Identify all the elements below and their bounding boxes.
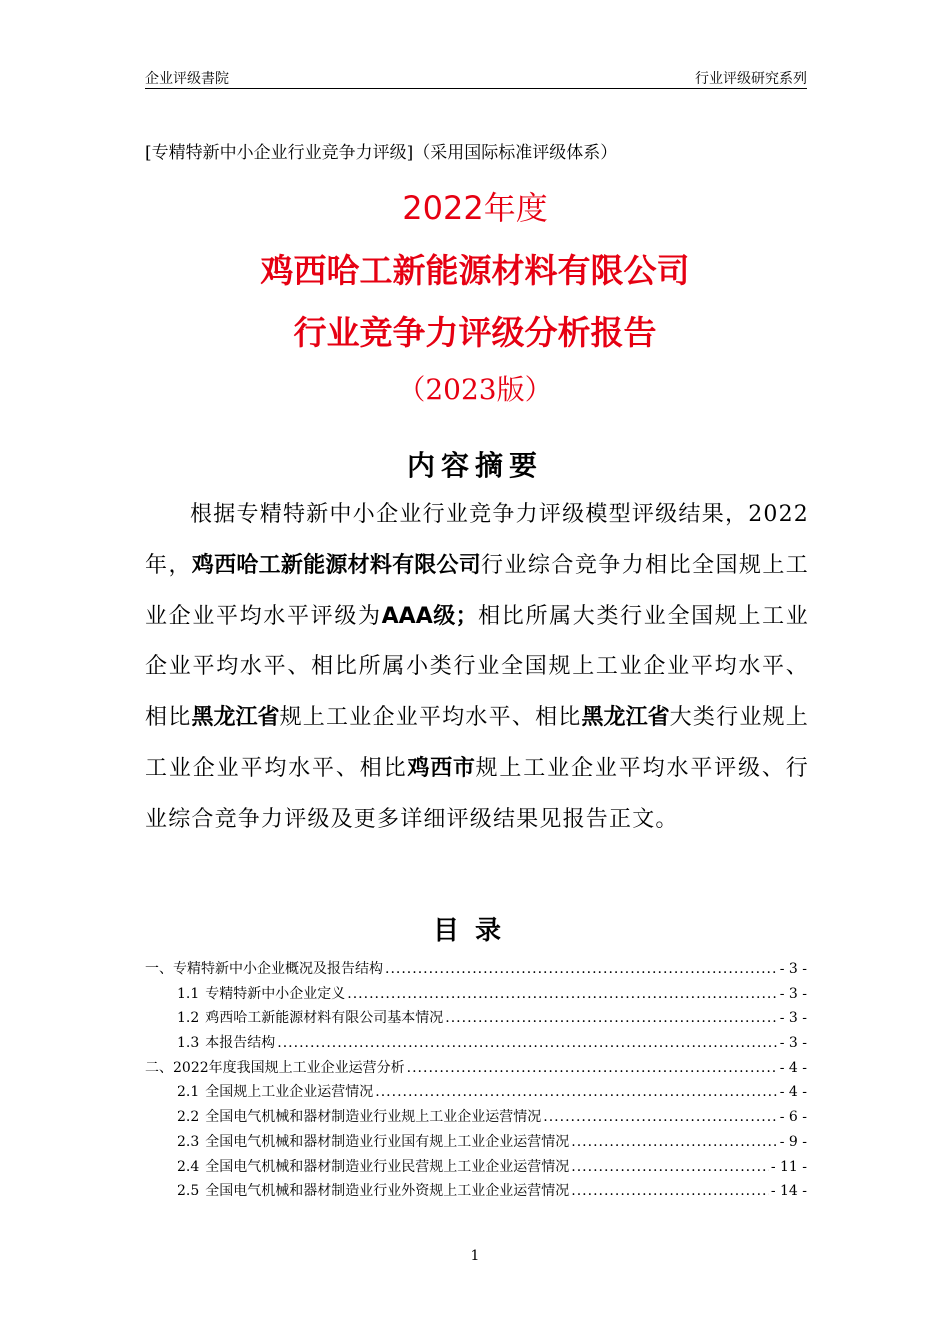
title-report: 行业竞争力评级分析报告 <box>293 313 657 352</box>
toc-entry-number: 1.3 <box>177 1035 200 1052</box>
toc-leader-dots <box>571 1159 769 1175</box>
toc-heading: 目录 <box>432 916 517 946</box>
toc-entry-title: 全国电气机械和器材制造业行业规上工业企业运营情况 <box>205 1109 542 1126</box>
title-edition: （2023版） <box>397 373 553 406</box>
toc-entry-page: - 3 - <box>779 985 807 1002</box>
summary-city: 鸡西市 <box>407 755 476 781</box>
summary-text-5: 大类行业规上工业企业平均水平、相比 <box>145 705 809 781</box>
summary-text-4: 规上工业企业平均水平、相比 <box>279 705 582 731</box>
toc-entry-number: 2.5 <box>177 1183 200 1200</box>
summary-text-1: 根据专精特新中小企业行业竞争力评级模型评级结果，2022年， <box>145 502 809 578</box>
title-company: 鸡西哈工新能源材料有限公司 <box>260 251 690 290</box>
toc-entry-page: - 6 - <box>779 1109 807 1126</box>
toc-leader-dots <box>543 1109 777 1125</box>
toc-entry[interactable] <box>145 1106 807 1131</box>
toc-leader-dots <box>571 1134 777 1150</box>
toc-entry-page: - 4 - <box>779 1084 807 1101</box>
toc-entry-page: - 3 - <box>779 1010 807 1027</box>
summary-text-3: 相比所属大类行业全国规上工业企业平均水平、相比所属小类行业全国规上工业企业平均水平、相比 <box>145 603 809 731</box>
toc-leader-dots <box>445 1010 777 1026</box>
toc-leader-dots <box>347 986 777 1002</box>
toc-entry-number: 2.4 <box>177 1158 200 1175</box>
toc-entry-page: - 11 - <box>770 1158 807 1175</box>
header-right-text: 行业评级研究系列 <box>695 71 807 87</box>
toc-leader-dots <box>277 1035 777 1051</box>
toc-entry-number: 2.3 <box>177 1133 200 1150</box>
page-header <box>145 66 807 89</box>
toc-entry-title: 本报告结构 <box>205 1035 276 1052</box>
toc-entry[interactable] <box>145 1032 807 1057</box>
toc-entry[interactable] <box>145 1156 807 1181</box>
toc-entry-title: 全国电气机械和器材制造业行业外资规上工业企业运营情况 <box>205 1183 570 1200</box>
toc-entry-page: - 14 - <box>770 1183 807 1200</box>
toc-leader-dots <box>385 961 778 977</box>
summary-text-6: 规上工业企业平均水平评级、行业综合竞争力评级及更多详细评级结果见报告正文。 <box>145 755 809 832</box>
toc-entry-title: 二、2022年度我国规上工业企业运营分析 <box>145 1059 405 1076</box>
summary-paragraph <box>145 490 809 846</box>
toc-entry-title: 全国电气机械和器材制造业行业国有规上工业企业运营情况 <box>205 1133 570 1150</box>
toc-entry-page: - 4 - <box>779 1059 807 1076</box>
toc-entry-title: 专精特新中小企业定义 <box>205 985 346 1002</box>
toc-leader-dots <box>571 1183 769 1199</box>
toc-entry[interactable] <box>145 1057 807 1082</box>
toc-entry-title: 全国电气机械和器材制造业行业民营规上工业企业运营情况 <box>205 1158 570 1175</box>
toc-entry[interactable] <box>145 983 807 1008</box>
title-year: 2022年度 <box>402 189 548 227</box>
toc-leader-dots <box>407 1060 778 1076</box>
page-number: 1 <box>470 1248 480 1264</box>
toc-entry[interactable] <box>145 958 807 983</box>
toc-entry[interactable] <box>145 1081 807 1106</box>
toc-entry-title: 一、专精特新中小企业概况及报告结构 <box>145 961 383 977</box>
summary-province-2: 黑龙江省 <box>581 705 670 731</box>
summary-heading: 内容摘要 <box>406 449 543 482</box>
toc-entry[interactable] <box>145 1131 807 1156</box>
toc-entry-title: 全国规上工业企业运营情况 <box>205 1084 374 1101</box>
toc-leader-dots <box>375 1084 777 1100</box>
table-of-contents <box>145 958 807 1205</box>
summary-province-1: 黑龙江省 <box>191 705 280 731</box>
summary-text-2: 行业综合竞争力相比全国规上工业企业平均水平评级为 <box>145 552 809 629</box>
toc-entry-number: 2.1 <box>177 1084 200 1101</box>
summary-grade: AAA级； <box>381 603 478 629</box>
toc-entry-page: - 3 - <box>779 961 807 977</box>
summary-company: 鸡西哈工新能源材料有限公司 <box>191 552 482 578</box>
toc-entry-number: 1.1 <box>177 985 200 1002</box>
report-tag-line: [专精特新中小企业行业竞争力评级]（采用国际标准评级体系） <box>145 143 618 163</box>
header-left-text: 企业评级書院 <box>145 71 229 87</box>
toc-entry-title: 鸡西哈工新能源材料有限公司基本情况 <box>205 1010 444 1027</box>
toc-entry[interactable] <box>145 1007 807 1032</box>
toc-entry-number: 1.2 <box>177 1010 200 1027</box>
toc-entry-page: - 3 - <box>779 1035 807 1052</box>
toc-entry-page: - 9 - <box>779 1133 807 1150</box>
toc-entry[interactable] <box>145 1180 807 1205</box>
toc-entry-number: 2.2 <box>177 1109 200 1126</box>
